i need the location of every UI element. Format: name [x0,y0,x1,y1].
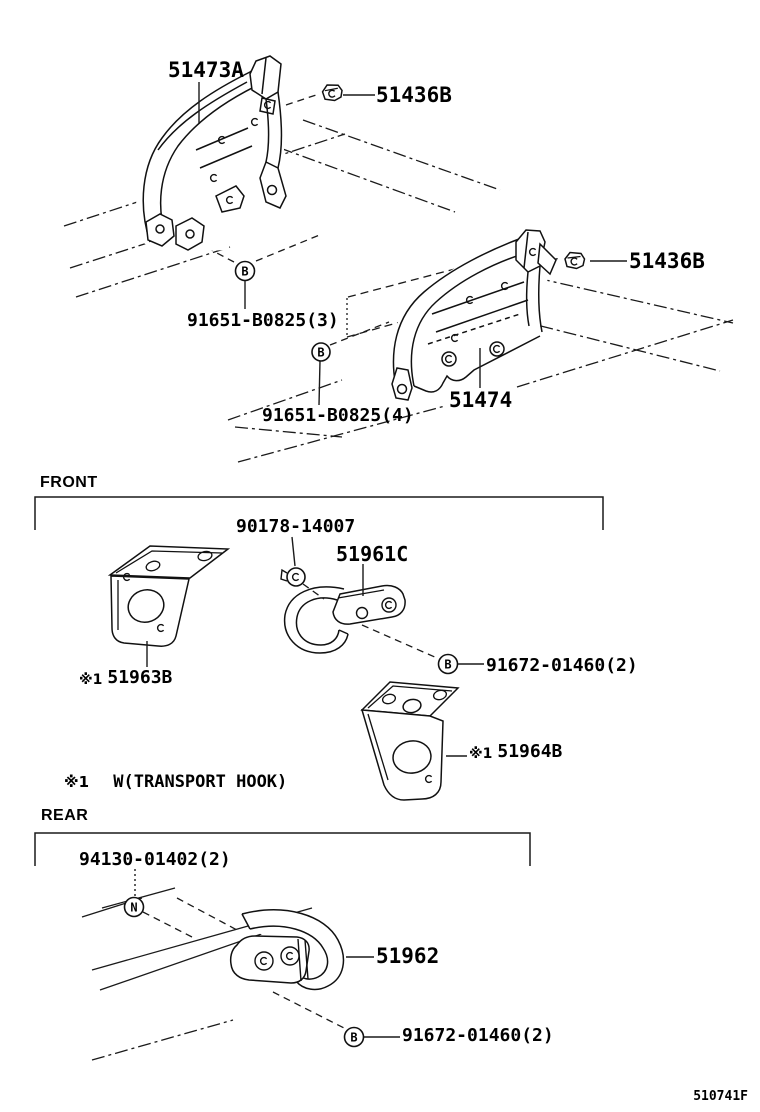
part-callout-51473a: 51473A [168,58,244,82]
bolt-symbol-rear [345,1028,364,1047]
hook-callout-51961c: 51961C [336,542,409,566]
bolt-callout-91672-front: 91672-01460(2) [486,655,638,676]
svg-text:B: B [241,264,249,279]
part-51962-drawing [231,910,344,990]
part-callout-51474: 51474 [449,388,513,412]
bracket-callout-51964b [469,743,562,761]
footnote-text: W(TRANSPORT HOOK) [113,772,288,792]
clip-callout-51436b-1: 51436B [376,83,452,107]
diagram-code: 510741F [693,1089,748,1104]
svg-text:N: N [130,900,138,915]
bolt-callout-91651-3: 91651-B0825(3) [187,310,339,331]
bracket-number-51964b: 51964B [497,741,563,762]
footnote-mark-51964b: ※1 [469,746,493,762]
clip-callout-51436b-2: 51436B [629,249,705,273]
part-51474-drawing [389,230,556,400]
svg-text:B: B [317,345,325,360]
rear-section-heading: REAR [41,807,89,824]
label-leaders-rear [346,957,400,1037]
bracket-number-51963b: 51963B [107,667,173,688]
part-51963b-drawing [110,546,228,646]
footnote-transport-hook [64,774,287,791]
bolt-symbol-b3 [236,262,255,281]
part-51964b-drawing [362,682,458,800]
nut-icon-90178 [281,568,305,586]
bolt-symbol-b4 [312,343,330,361]
bolt-callout-91672-rear: 91672-01460(2) [402,1025,554,1046]
clip-icon-2 [565,253,585,269]
bolt-callout-91651-4: 91651-B0825(4) [262,405,414,426]
footnote-mark: ※1 [64,773,90,791]
part-51473a-drawing [136,56,290,254]
nut-symbol-rear [125,869,144,917]
front-section-heading: FRONT [40,474,98,491]
part-51961c-drawing [285,585,405,653]
nut-callout-94130: 94130-01402(2) [79,849,231,870]
clip-icon-1 [322,84,343,101]
hook-callout-51962: 51962 [376,944,440,968]
svg-text:B: B [444,657,452,672]
footnote-mark-51963b: ※1 [79,672,103,688]
bolt-symbol-front [439,655,458,674]
nut-callout-90178: 90178-14007 [236,516,356,537]
bracket-callout-51963b [79,669,172,687]
svg-text:B: B [350,1030,358,1045]
